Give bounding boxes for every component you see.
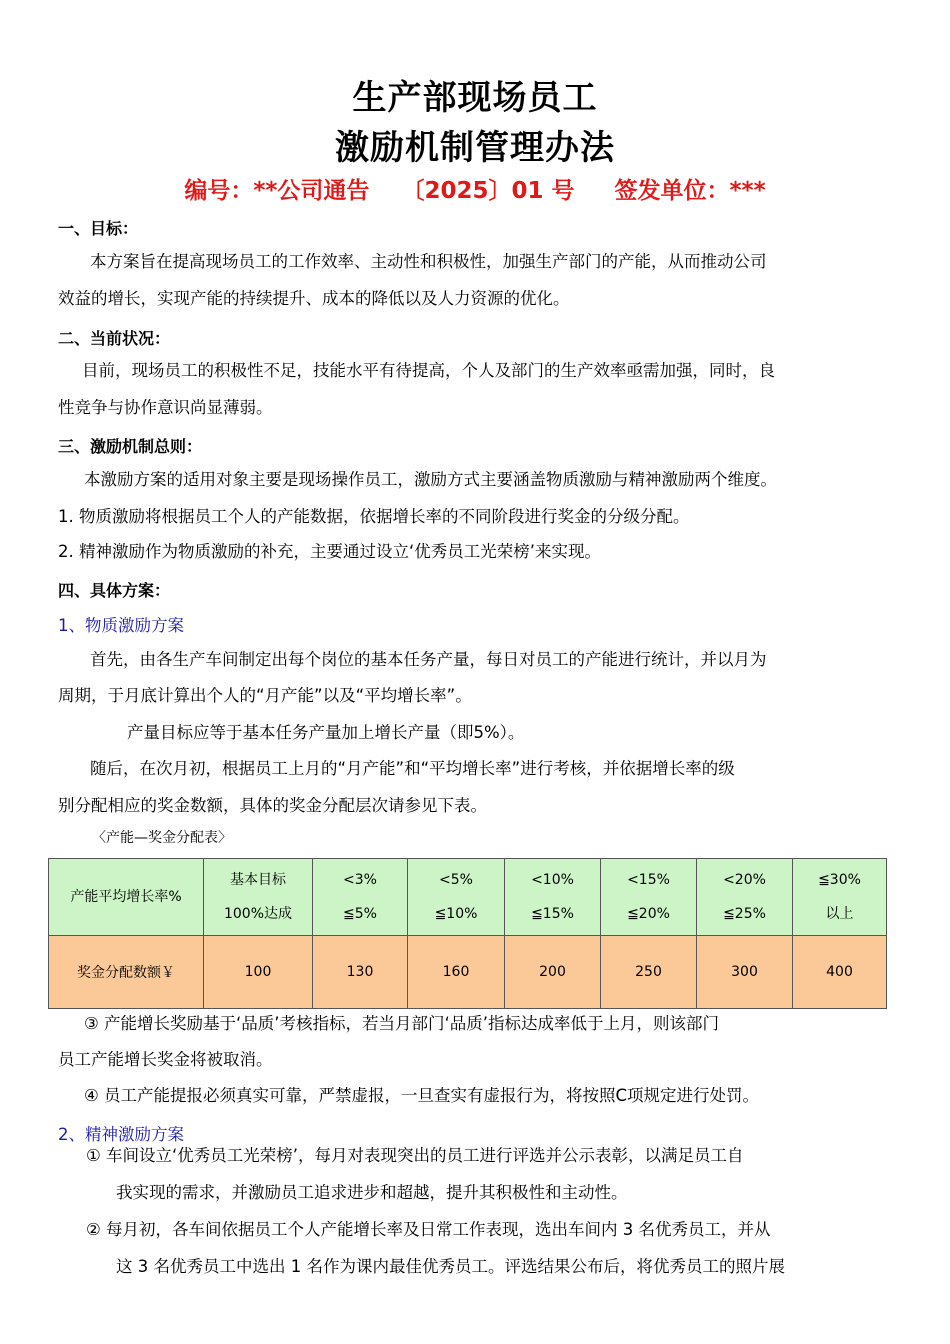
cell-line: ≦20%	[627, 906, 670, 922]
table-cell: 160	[408, 936, 505, 1009]
subheading-spiritual-incentive: 2、精神激励方案	[58, 1125, 184, 1144]
table-cell: 200	[505, 936, 601, 1009]
table-cell	[697, 859, 793, 936]
cell-line: <3%	[343, 872, 377, 888]
table-cell	[204, 859, 313, 936]
table-row-header: 产能平均增长率%	[49, 859, 204, 936]
cell-line: ≦10%	[434, 906, 478, 922]
document-number: 编号：**公司通告 〔2025〕01 号 签发单位：***	[184, 178, 766, 204]
paragraph: 我实现的需求，并激励员工追求进步和超越，提升其积极性和主动性。	[116, 1183, 628, 1202]
section-heading-goal: 一、目标：	[58, 219, 139, 238]
table-cell: 100	[204, 936, 313, 1009]
paragraph: 性竞争与协作意识尚显薄弱。	[58, 398, 273, 417]
cell-line: 100%达成	[223, 906, 293, 922]
paragraph: 本激励方案的适用对象主要是现场操作员工，激励方式主要涵盖物质激励与精神激励两个维度。	[84, 470, 777, 489]
paragraph: 随后，在次月初，根据员工上月的“月产能”和“平均增长率”进行考核，并依据增长率的级	[90, 759, 735, 778]
paragraph: 首先，由各生产车间制定出每个岗位的基本任务产量，每日对员工的产能进行统计，并以月为	[90, 650, 767, 669]
paragraph: 目前，现场员工的积极性不足，技能水平有待提高，个人及部门的生产效率亟需加强，同时，良	[82, 361, 775, 380]
paragraph: ④ 员工产能提报必须真实可靠，严禁虚报，一旦查实有虚报行为，将按照C项规定进行处罚。	[84, 1086, 760, 1105]
table-caption: 〈产能—奖金分配表〉	[92, 830, 232, 846]
cell-line: ≦30%	[818, 872, 861, 888]
cell-line: ≦25%	[723, 906, 766, 922]
table-cell	[313, 859, 408, 936]
section-heading-plan: 四、具体方案：	[58, 581, 171, 600]
section-heading-principles: 三、激励机制总则：	[58, 437, 203, 456]
table-cell	[408, 859, 505, 936]
paragraph: 本方案旨在提高现场员工的工作效率、主动性和积极性，加强生产部门的产能，从而推动公司	[90, 252, 767, 271]
paragraph: 这 3 名优秀员工中选出 1 名作为课内最佳优秀员工。评选结果公布后，将优秀员工的照片展	[116, 1257, 785, 1276]
paragraph: 产量目标应等于基本任务产量加上增长产量（即5%）。	[127, 723, 525, 742]
cell-line: <10%	[531, 872, 574, 888]
paragraph: 周期，于月底计算出个人的“月产能”以及“平均增长率”。	[58, 686, 472, 705]
list-item: ① 车间设立‘优秀员工光荣榜’，每月对表现突出的员工进行评选并公示表彰，以满足员工自	[86, 1146, 744, 1165]
paragraph: 别分配相应的奖金数额，具体的奖金分配层次请参见下表。	[58, 796, 487, 815]
paragraph: ③ 产能增长奖励基于‘品质’考核指标，若当月部门‘品质’指标达成率低于上月，则该部门	[84, 1014, 720, 1033]
table-cell	[505, 859, 601, 936]
list-item: ② 每月初，各车间依据员工个人产能增长率及日常工作表现，选出车间内 3 名优秀员工，并从	[86, 1220, 771, 1239]
table-cell	[793, 859, 887, 936]
title-line-1: 生产部现场员工	[352, 78, 598, 118]
section-heading-status: 二、当前状况：	[58, 329, 171, 348]
cell-line: ≦15%	[531, 906, 574, 922]
cell-line: 以上	[825, 906, 854, 922]
table-cell: 300	[697, 936, 793, 1009]
table-row	[49, 936, 887, 1009]
table-cell: 250	[601, 936, 697, 1009]
paragraph: 员工产能增长奖金将被取消。	[58, 1050, 273, 1069]
cell-line: <5%	[439, 872, 473, 888]
table-cell	[601, 859, 697, 936]
table-row	[49, 859, 887, 936]
table-cell: 400	[793, 936, 887, 1009]
table-cell: 130	[313, 936, 408, 1009]
subheading-material-incentive: 1、物质激励方案	[58, 616, 184, 635]
table-row-header: 奖金分配数额￥	[49, 936, 204, 1009]
list-item: 1. 物质激励将根据员工个人的产能数据，依据增长率的不同阶段进行奖金的分级分配。	[58, 507, 690, 526]
title-line-2: 激励机制管理办法	[335, 128, 615, 168]
cell-line: <20%	[723, 872, 766, 888]
list-item: 2. 精神激励作为物质激励的补充，主要通过设立‘优秀员工光荣榜’来实现。	[58, 542, 601, 561]
bonus-table	[48, 858, 887, 1009]
cell-line: <15%	[627, 872, 670, 888]
cell-line: 基本目标	[230, 872, 286, 888]
paragraph: 效益的增长，实现产能的持续提升、成本的降低以及人力资源的优化。	[58, 289, 570, 308]
cell-line: ≦5%	[343, 906, 377, 922]
